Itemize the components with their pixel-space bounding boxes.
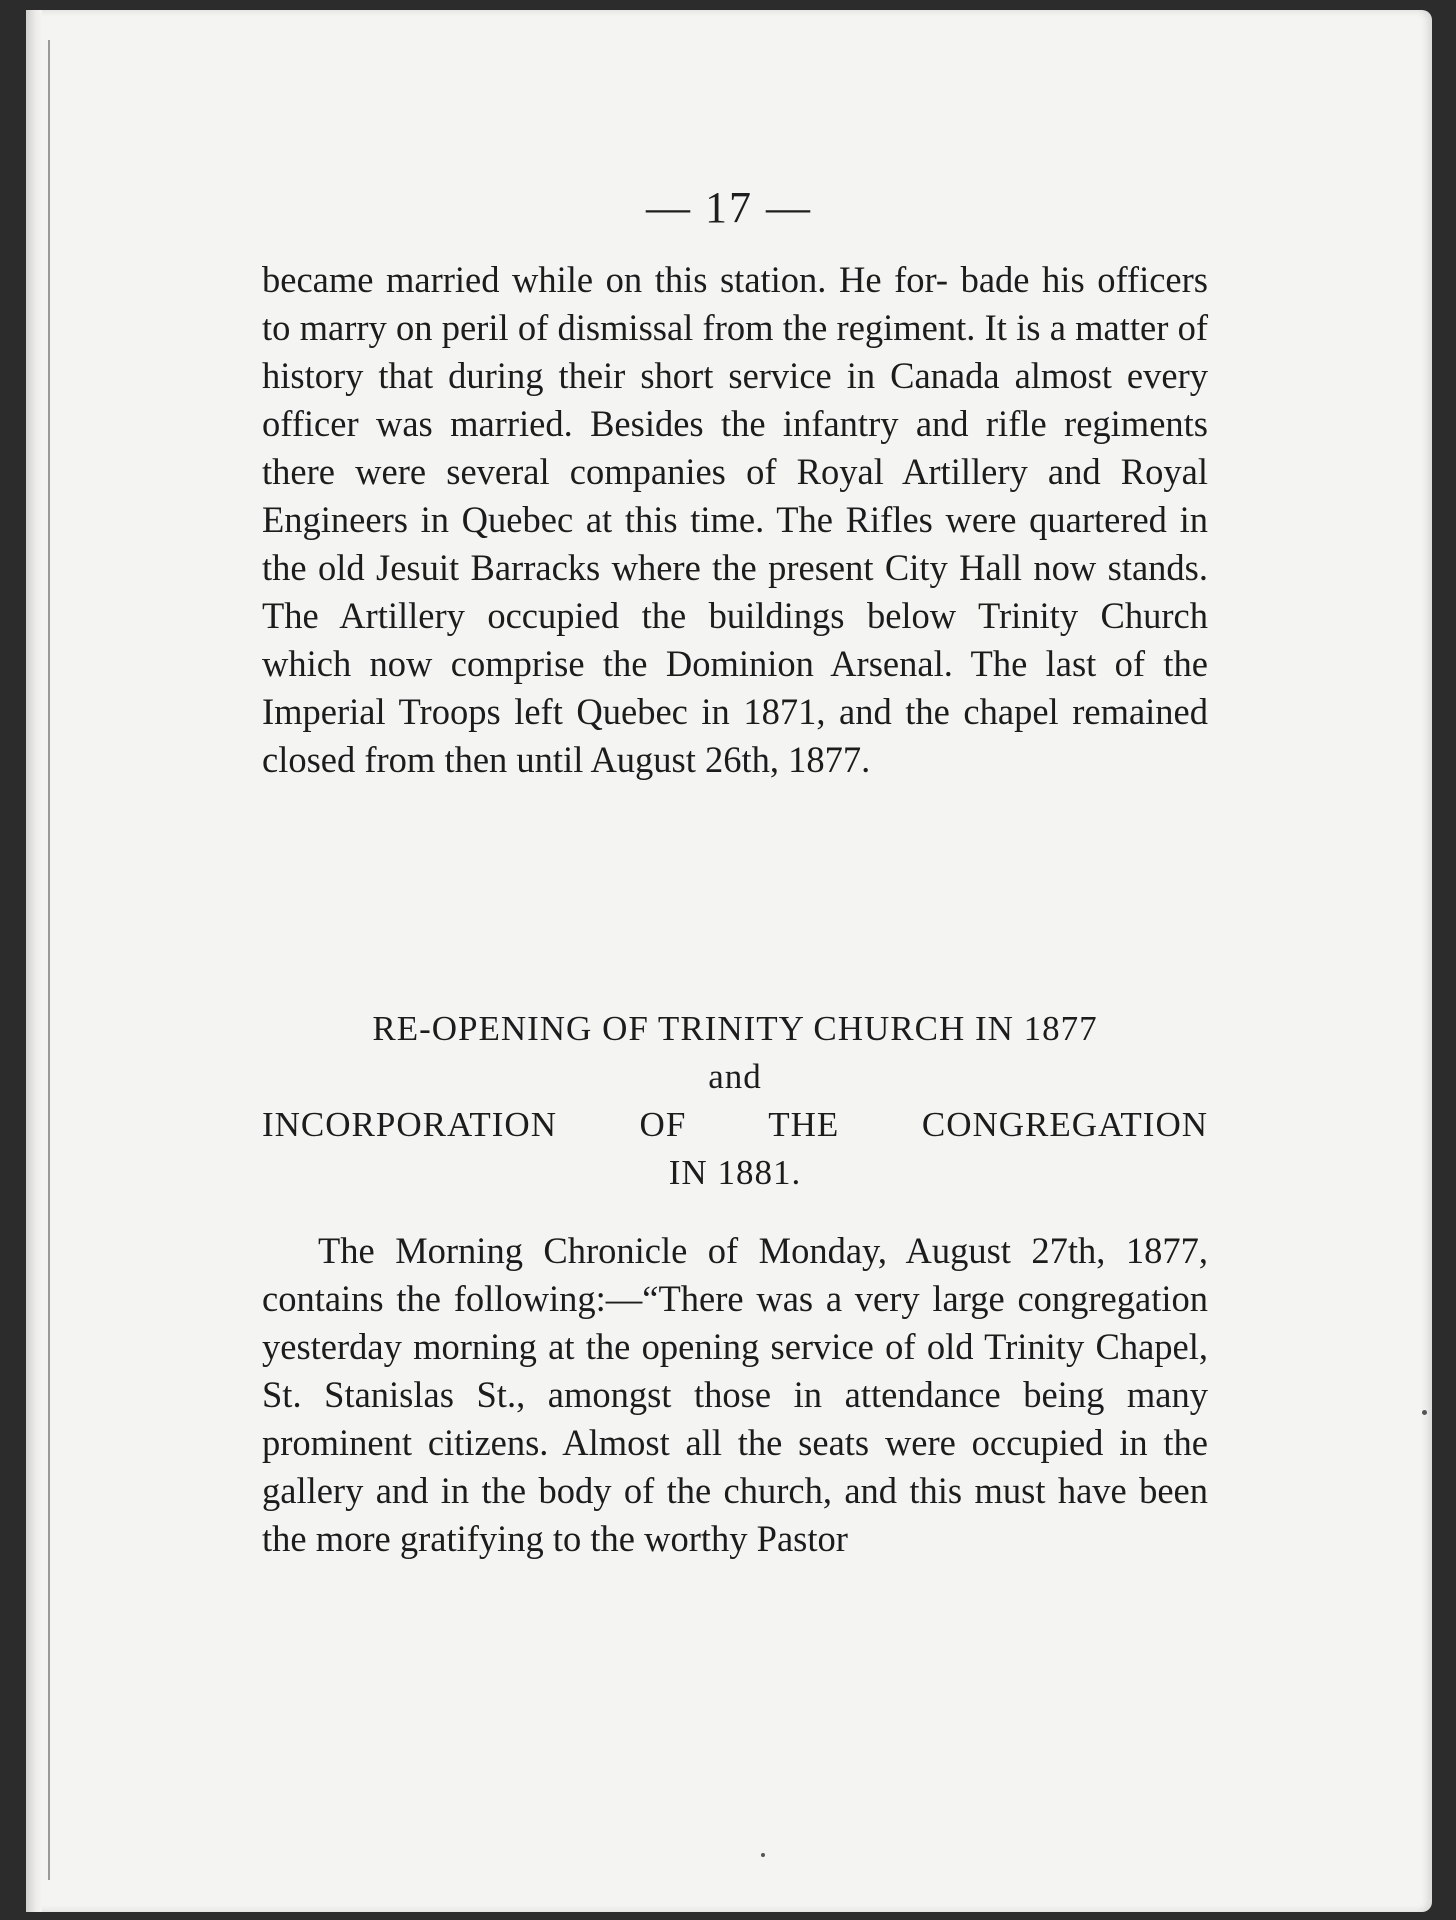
- book-page: [26, 10, 1432, 1912]
- heading-line-year: IN 1881.: [668, 1153, 802, 1192]
- heading-line-incorporation: INCORPORATION OF THE CONGREGATION: [262, 1105, 1208, 1144]
- paragraph-barracks-history: became married while on this station. He for- bade his officers to marry on peril of dismissal from the regiment. It is a matter of history that during their short service in Canada almost every officer was married. Besides the infantry and rifle regiments there were several companies of Royal Artillery and Royal Engineers in Quebec at this time. The Rifles were quartered in the old Jesuit Barracks where the present City Hall now stands. The Artillery occupied the buildings below Trinity Church which now comprise the Dominion Arsenal. The last of the Imperial Troops left Quebec in 1871, and the chapel remained closed from then until August 26th, 1877.: [262, 259, 1208, 780]
- heading-line-and: and: [708, 1057, 762, 1096]
- heading-line-reopening: RE-OPENING OF TRINITY CHURCH IN 1877: [372, 1009, 1098, 1048]
- binding-edge: [48, 40, 50, 1880]
- paragraph-morning-chronicle: The Morning Chronicle of Monday, August 27th, 1877, contains the following:—“There was a very large congregation yesterday morning at the opening service of old Trinity Chapel, St. Stanislas St., amongst those in attendance being many prominent citizens. Almost all the seats were occupied in the gallery and in the body of the church, and this must have been the more gratifying to the worthy Pastor: [262, 1230, 1208, 1559]
- section-heading: [262, 1005, 1208, 1197]
- page-binding: [26, 10, 42, 1912]
- print-speck: [1422, 1410, 1427, 1415]
- page-number: — 17 —: [646, 183, 812, 232]
- print-speck: [761, 1853, 765, 1857]
